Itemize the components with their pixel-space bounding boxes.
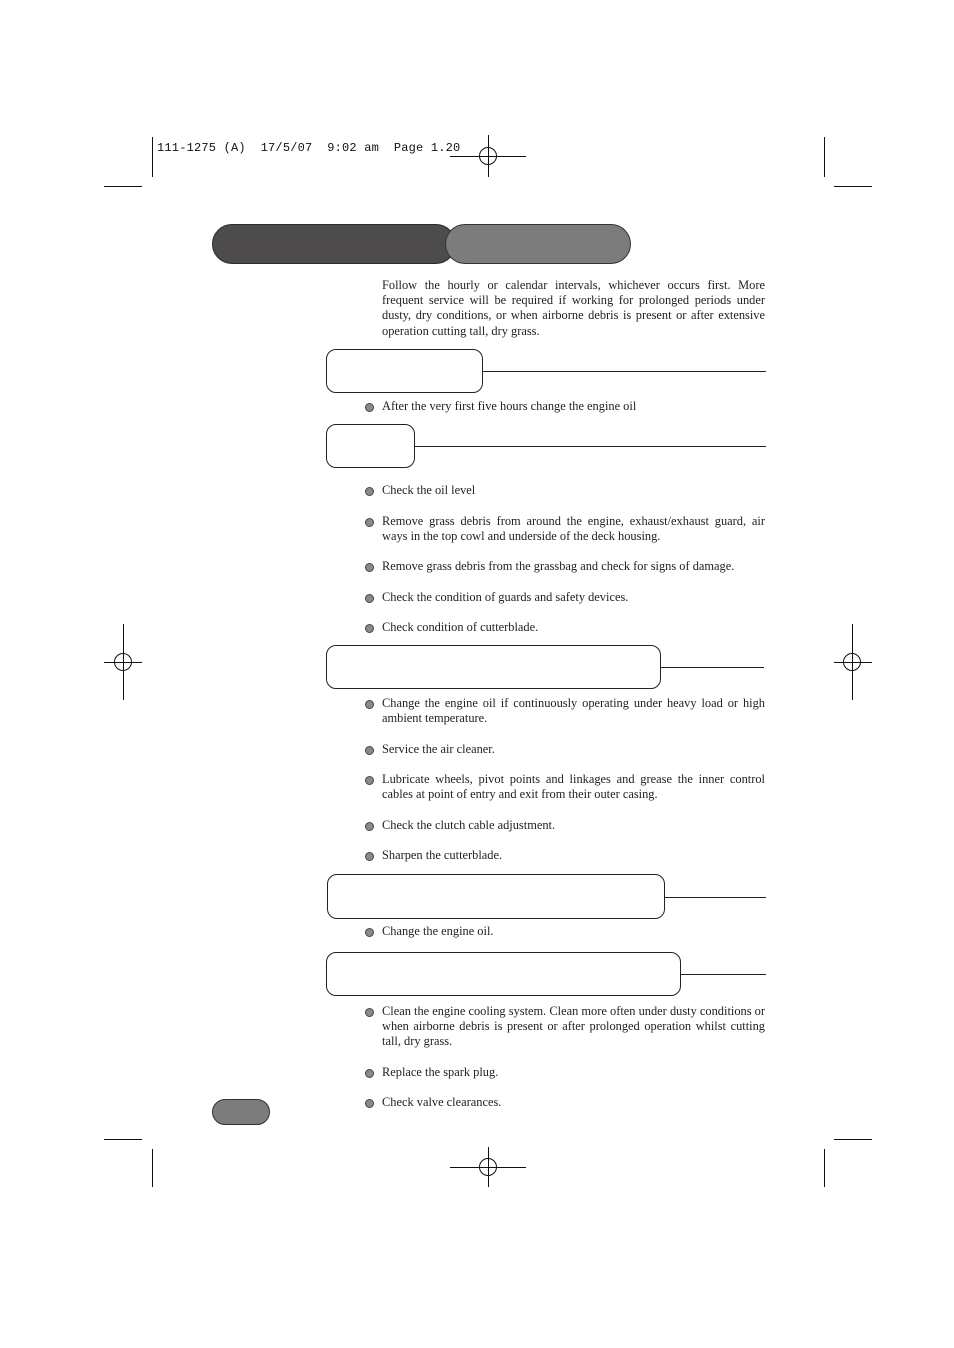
bullet-icon [365, 624, 374, 633]
intro-paragraph: Follow the hourly or calendar intervals, whichever occurs first. More frequent service will be required if working for prolonged periods under dusty, dry conditions, or when airborne debris is present or after extensive operation cutting tall, dry grass. [382, 278, 765, 338]
section-rule [660, 667, 764, 668]
page-number-tab [212, 1099, 270, 1125]
crop-mark [834, 1139, 872, 1140]
header-tab-dark [212, 224, 456, 264]
bullet-icon [365, 563, 374, 572]
bullet-icon [365, 700, 374, 709]
section-rule [482, 371, 766, 372]
crop-mark [824, 1149, 825, 1187]
crop-mark [152, 137, 153, 177]
section-heading-box [327, 874, 665, 919]
crop-mark [824, 137, 825, 177]
bullet-icon [365, 487, 374, 496]
section-heading-box [326, 349, 483, 393]
bullet-icon [365, 1099, 374, 1108]
bullet-icon [365, 594, 374, 603]
section-heading-box [326, 952, 681, 996]
section-heading-box [326, 424, 415, 468]
section-heading-box [326, 645, 661, 689]
bullet-icon [365, 1008, 374, 1017]
crop-mark [152, 1149, 153, 1187]
bullet-icon [365, 928, 374, 937]
bullet-icon [365, 746, 374, 755]
bullet-icon [365, 518, 374, 527]
section-rule [414, 446, 766, 447]
bullet-icon [365, 822, 374, 831]
crop-mark [104, 1139, 142, 1140]
print-slug: 111-1275 (A) 17/5/07 9:02 am Page 1.20 [157, 141, 461, 155]
section-rule [664, 897, 766, 898]
crop-mark [104, 186, 142, 187]
bullet-icon [365, 852, 374, 861]
header-tab-light [445, 224, 631, 264]
crop-mark [834, 186, 872, 187]
bullet-icon [365, 1069, 374, 1078]
bullet-icon [365, 403, 374, 412]
bullet-icon [365, 776, 374, 785]
section-rule [680, 974, 766, 975]
